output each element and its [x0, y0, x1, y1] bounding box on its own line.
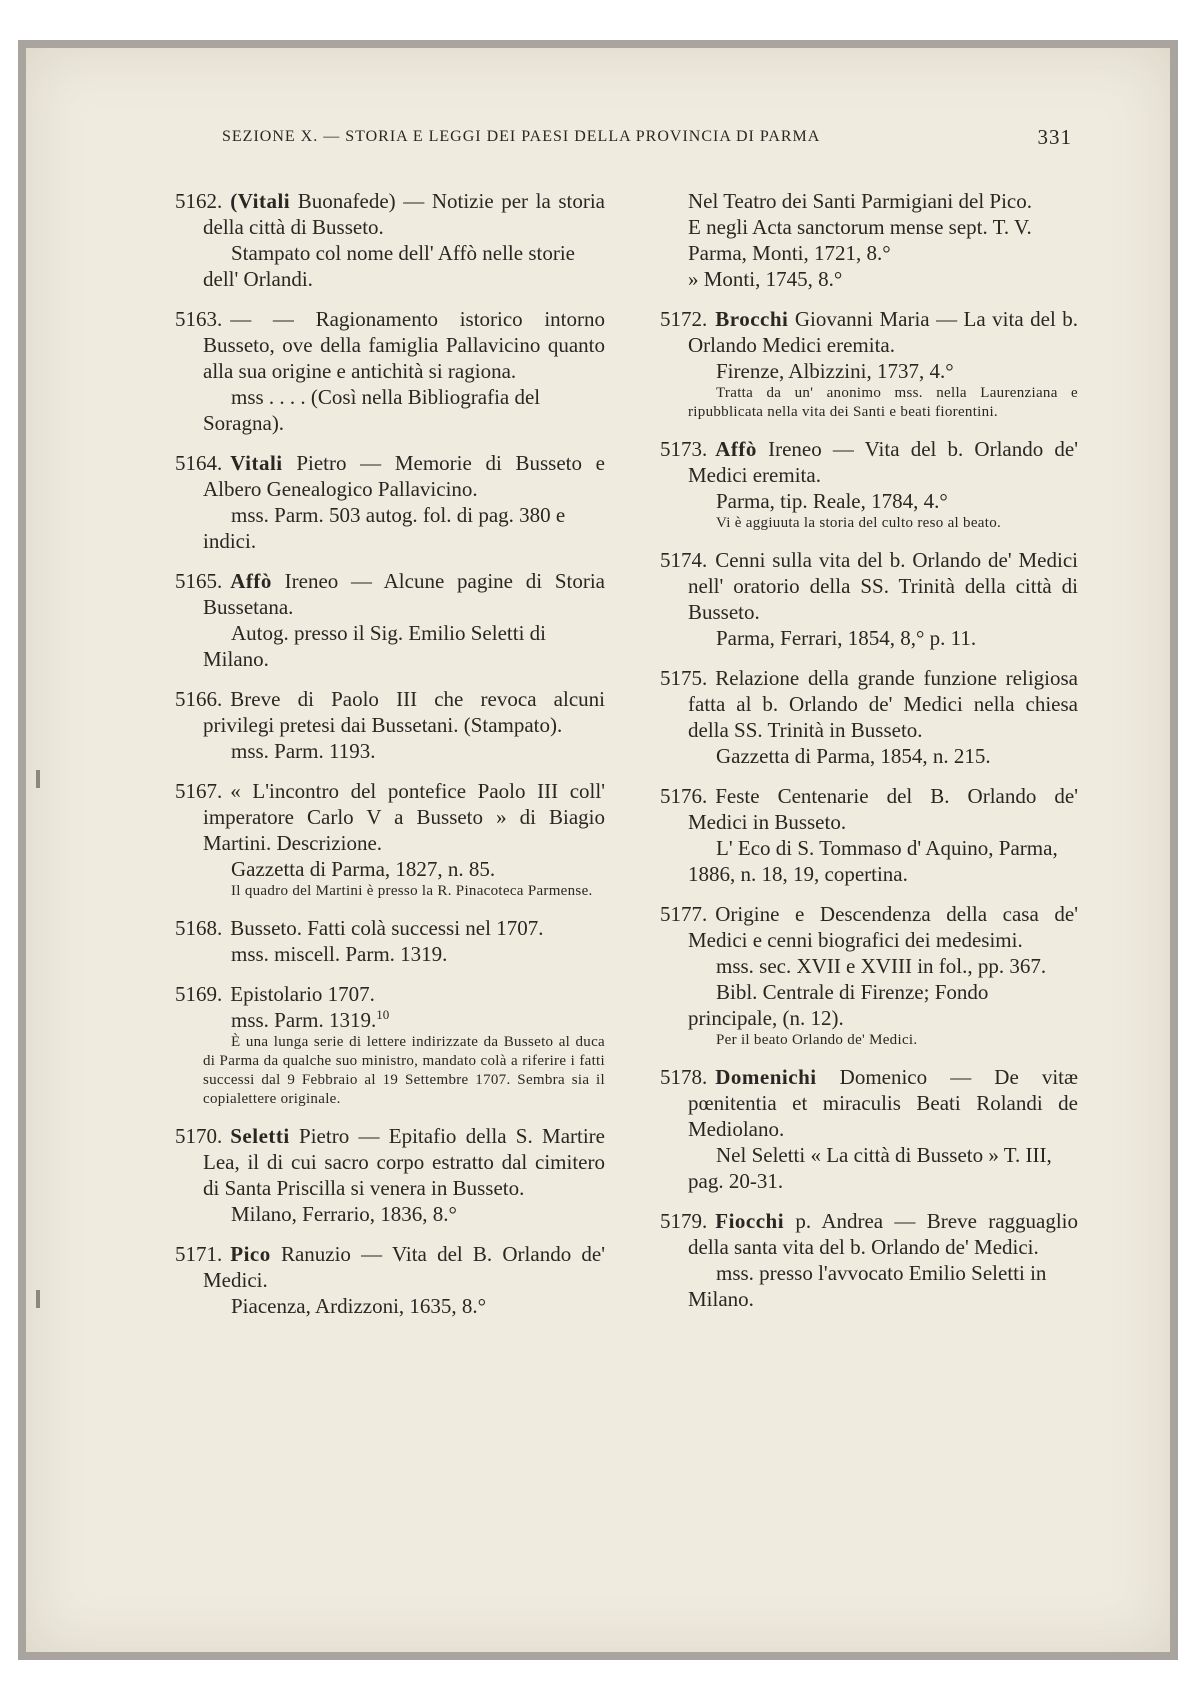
- entry-author: Pico: [230, 1242, 271, 1266]
- entry-detail: Autog. presso il Sig. Emilio Seletti di Milano.: [203, 621, 546, 671]
- catalog-entry-5163: [175, 306, 605, 436]
- catalog-entry-5167: [175, 778, 605, 901]
- entry-title: Cenni sulla vita del b. Orlando de' Medici nell' oratorio della SS. Trinità della città di Busseto.: [688, 548, 1078, 624]
- entry-number: 5168.: [175, 916, 223, 940]
- entry-author: Seletti: [230, 1124, 290, 1148]
- right-column: [660, 188, 1078, 1326]
- entry-detail: Gazzetta di Parma, 1854, n. 215.: [716, 744, 991, 768]
- entry-detail: Parma, tip. Reale, 1784, 4.°: [716, 489, 948, 513]
- entry-detail: mss . . . . (Così nella Bibliografia del Soragna).: [203, 385, 541, 435]
- entry-note: Vi è aggiuuta la storia del culto reso al beato.: [716, 515, 1002, 531]
- entry-detail: mss. Parm. 503 autog. fol. di pag. 380 e indici.: [203, 503, 566, 553]
- running-header: [222, 125, 1072, 154]
- entry-note: Tratta da un' anonimo mss. nella Laurenziana e ripubblicata nella vita dei Santi e beati fiorentini.: [688, 385, 1078, 420]
- catalog-entry-5162: [175, 188, 605, 292]
- entry-title: Ireneo — Vita del b. Orlando de' Medici eremita.: [688, 437, 1079, 487]
- entry-detail: Parma, Ferrari, 1854, 8,° p. 11.: [716, 626, 977, 650]
- entry-author: Brocchi: [715, 307, 789, 331]
- entry-detail: » Monti, 1745, 8.°: [688, 267, 843, 291]
- catalog-entry-5174: [660, 547, 1078, 651]
- scan-edge-mark: [36, 1290, 40, 1308]
- page-number: 331: [1037, 125, 1072, 149]
- entry-title: Pietro — Epitafio della S. Martire Lea, il di cui sacro corpo estratto dal cimitero di Santa Priscilla si venera in Busseto.: [203, 1124, 605, 1200]
- entry-detail: E negli Acta sanctorum mense sept. T. V.: [688, 215, 1032, 239]
- entry-number: 5169.: [175, 982, 223, 1006]
- entry-title: Breve di Paolo III che revoca alcuni privilegi pretesi dai Bussetani. (Stampato).: [203, 687, 605, 737]
- entry-number: 5173.: [660, 437, 708, 461]
- entry-author: (Vitali: [230, 189, 291, 213]
- entry-number: 5179.: [660, 1209, 708, 1233]
- catalog-entry-5168: [175, 915, 605, 967]
- entry-title: Busseto. Fatti colà successi nel 1707.: [230, 916, 544, 940]
- entry-number: 5163.: [175, 307, 223, 331]
- entry-number: 5176.: [660, 784, 708, 808]
- entry-author: Fiocchi: [715, 1209, 785, 1233]
- entry-number: 5162.: [175, 189, 223, 213]
- entry-title: Domenico — De vitæ pœnitentia et miraculis Beati Rolandi de Mediolano.: [688, 1065, 1079, 1141]
- running-title: SEZIONE X. — STORIA E LEGGI DEI PAESI DELLA PROVINCIA DI PARMA: [222, 128, 821, 145]
- entry-number: 5175.: [660, 666, 708, 690]
- entry-title: Ranuzio — Vita del B. Orlando de' Medici.: [203, 1242, 606, 1292]
- entry-detail: Piacenza, Ardizzoni, 1635, 8.°: [231, 1294, 487, 1318]
- entry-detail: Nel Seletti « La città di Busseto » T. III, pag. 20-31.: [688, 1143, 1052, 1193]
- catalog-entry-5165: [175, 568, 605, 672]
- entry-detail: Parma, Monti, 1721, 8.°: [688, 241, 891, 265]
- entry-detail: Gazzetta di Parma, 1827, n. 85.: [231, 857, 496, 881]
- catalog-entry-5178: [660, 1064, 1078, 1194]
- entry-title: — — Ragionamento istorico intorno Busseto, ove della famiglia Pallavicino quanto alla sua origine e antichità si ragiona.: [203, 307, 605, 383]
- entry-author: Vitali: [230, 451, 283, 475]
- catalog-entry-5171-continued: [660, 188, 1078, 292]
- entry-detail: Firenze, Albizzini, 1737, 4.°: [716, 359, 954, 383]
- entry-number: 5164.: [175, 451, 223, 475]
- entry-author: Affò: [230, 569, 272, 593]
- catalog-entry-5176: [660, 783, 1078, 887]
- entry-title: p. Andrea — Breve ragguaglio della santa vita del b. Orlando de' Medici.: [688, 1209, 1079, 1259]
- entry-number: 5172.: [660, 307, 708, 331]
- catalog-entry-5179: [660, 1208, 1078, 1312]
- catalog-entry-5169: [175, 981, 605, 1109]
- entry-number: 5174.: [660, 548, 708, 572]
- entry-title: Origine e Descendenza della casa de' Medici e cenni biografici dei medesimi.: [688, 902, 1078, 952]
- entry-detail: Bibl. Centrale di Firenze; Fondo principale, (n. 12).: [688, 980, 989, 1030]
- entry-title: « L'incontro del pontefice Paolo III coll' imperatore Carlo V a Busseto » di Biagio Martini. Descrizione.: [203, 779, 605, 855]
- entry-detail: mss. miscell. Parm. 1319.: [231, 942, 448, 966]
- entry-detail: mss. sec. XVII e XVIII in fol., pp. 367.: [716, 954, 1047, 978]
- entry-detail: mss. Parm. 1193.: [231, 739, 376, 763]
- entry-title: Giovanni Maria — La vita del b. Orlando Medici eremita.: [688, 307, 1079, 357]
- catalog-entry-5177: [660, 901, 1078, 1050]
- entry-note: Per il beato Orlando de' Medici.: [716, 1032, 918, 1048]
- catalog-entry-5172: [660, 306, 1078, 422]
- entry-author: Domenichi: [715, 1065, 817, 1089]
- entry-number: 5166.: [175, 687, 223, 711]
- catalog-entry-5166: [175, 686, 605, 764]
- entry-title: Buonafede) — Notizie per la storia della città di Busseto.: [203, 189, 605, 239]
- catalog-entry-5164: [175, 450, 605, 554]
- entry-author: Affò: [715, 437, 757, 461]
- scan-edge-mark: [36, 770, 40, 788]
- entry-title: Epistolario 1707.: [230, 982, 375, 1006]
- entry-number: 5171.: [175, 1242, 223, 1266]
- entry-detail: mss. presso l'avvocato Emilio Seletti in Milano.: [688, 1261, 1047, 1311]
- entry-title: Pietro — Memorie di Busseto e Albero Genealogico Pallavicino.: [203, 451, 606, 501]
- entry-number: 5177.: [660, 902, 708, 926]
- entry-detail: L' Eco di S. Tommaso d' Aquino, Parma, 1886, n. 18, 19, copertina.: [688, 836, 1058, 886]
- entry-detail: Nel Teatro dei Santi Parmigiani del Pico.: [688, 189, 1032, 213]
- footnote-marker: 10: [376, 1007, 390, 1022]
- entry-detail: Milano, Ferrario, 1836, 8.°: [231, 1202, 457, 1226]
- entry-detail: Stampato col nome dell' Affò nelle storie dell' Orlandi.: [203, 241, 575, 291]
- entry-note: Il quadro del Martini è presso la R. Pinacoteca Parmense.: [231, 883, 593, 899]
- entry-number: 5167.: [175, 779, 223, 803]
- catalog-entry-5175: [660, 665, 1078, 769]
- entry-number: 5170.: [175, 1124, 223, 1148]
- left-column: [175, 188, 605, 1333]
- catalog-entry-5171: [175, 1241, 605, 1319]
- entry-title: Relazione della grande funzione religiosa fatta al b. Orlando de' Medici nella chiesa della SS. Trinità in Busseto.: [688, 666, 1078, 742]
- catalog-entry-5173: [660, 436, 1078, 533]
- entry-number: 5165.: [175, 569, 223, 593]
- entry-detail: mss. Parm. 1319.: [231, 1008, 377, 1032]
- entry-number: 5178.: [660, 1065, 708, 1089]
- entry-title: Ireneo — Alcune pagine di Storia Bussetana.: [203, 569, 605, 619]
- entry-title: Feste Centenarie del B. Orlando de' Medici in Busseto.: [688, 784, 1078, 834]
- entry-note: È una lunga serie di lettere indirizzate da Busseto al duca di Parma da qualche suo ministro, mandato colà a riferire i fatti successi dal 9 Febbraio al 19 Settembre 1707. Sembra sia il copialettere originale.: [203, 1034, 605, 1107]
- catalog-entry-5170: [175, 1123, 605, 1227]
